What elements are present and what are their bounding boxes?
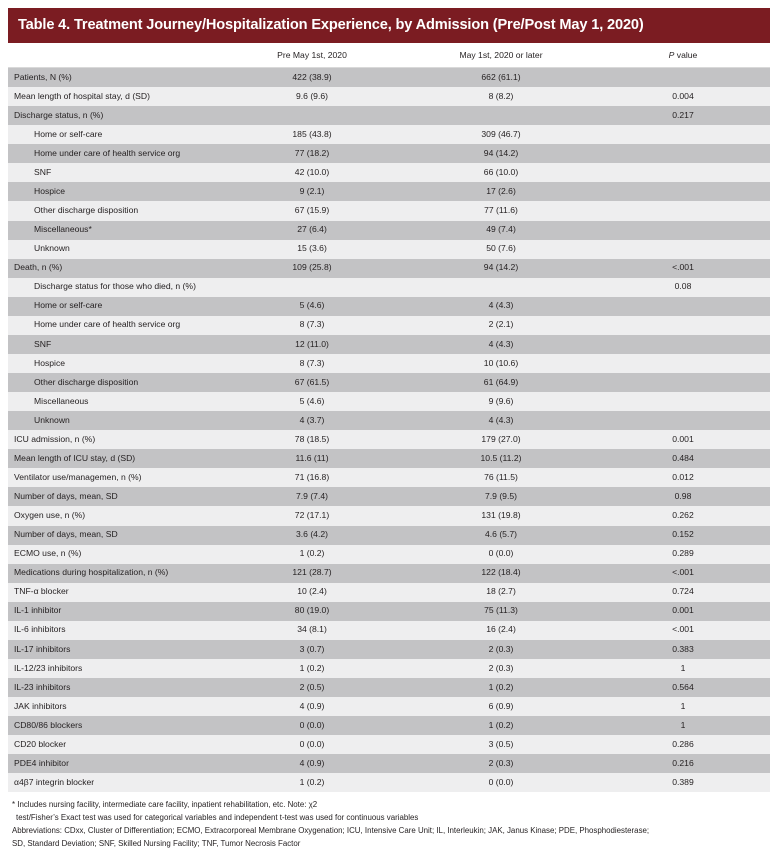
table-header (8, 43, 770, 68)
column-header-post: May 1st, 2020 or later (406, 43, 596, 68)
cell-pre: 185 (43.8) (218, 125, 406, 144)
cell-pre: 3.6 (4.2) (218, 526, 406, 545)
cell-pre: 0 (0.0) (218, 735, 406, 754)
row-label: TNF-α blocker (8, 583, 218, 602)
column-header-pvalue (596, 43, 770, 68)
row-label: JAK inhibitors (8, 697, 218, 716)
cell-pre: 8 (7.3) (218, 316, 406, 335)
cell-pval (596, 144, 770, 163)
cell-pre: 7.9 (7.4) (218, 487, 406, 506)
table-row (8, 144, 770, 163)
cell-post: 2 (0.3) (406, 659, 596, 678)
row-label: IL-23 inhibitors (8, 678, 218, 697)
cell-pval (596, 201, 770, 220)
row-label: Miscellaneous (8, 392, 218, 411)
table-row (8, 659, 770, 678)
table-row (8, 545, 770, 564)
column-header-pre: Pre May 1st, 2020 (218, 43, 406, 68)
cell-post (406, 106, 596, 125)
row-label: Death, n (%) (8, 259, 218, 278)
cell-pval: 0.08 (596, 278, 770, 297)
row-label: Hospice (8, 354, 218, 373)
cell-pval (596, 316, 770, 335)
row-label: ECMO use, n (%) (8, 545, 218, 564)
cell-pre: 42 (10.0) (218, 163, 406, 182)
cell-post: 4 (4.3) (406, 297, 596, 316)
row-label: Other discharge disposition (8, 201, 218, 220)
cell-pre: 67 (61.5) (218, 373, 406, 392)
table-row (8, 468, 770, 487)
row-label: IL-1 inhibitor (8, 602, 218, 621)
table-row (8, 297, 770, 316)
cell-post: 76 (11.5) (406, 468, 596, 487)
cell-post: 10 (10.6) (406, 354, 596, 373)
cell-pval: 0.724 (596, 583, 770, 602)
cell-pval (596, 182, 770, 201)
p-italic: P (668, 50, 675, 61)
row-label: CD80/86 blockers (8, 716, 218, 735)
cell-post: 66 (10.0) (406, 163, 596, 182)
cell-pval: 0.262 (596, 506, 770, 525)
cell-pre: 71 (16.8) (218, 468, 406, 487)
table-row (8, 392, 770, 411)
cell-pre: 11.6 (11) (218, 449, 406, 468)
cell-pval (596, 335, 770, 354)
cell-post: 4 (4.3) (406, 411, 596, 430)
cell-post: 179 (27.0) (406, 430, 596, 449)
row-label: Home or self-care (8, 297, 218, 316)
cell-pval: 1 (596, 697, 770, 716)
table-row (8, 564, 770, 583)
cell-pval: 0.004 (596, 87, 770, 106)
row-label: Number of days, mean, SD (8, 526, 218, 545)
cell-post: 50 (7.6) (406, 240, 596, 259)
cell-post: 6 (0.9) (406, 697, 596, 716)
row-label: ICU admission, n (%) (8, 430, 218, 449)
cell-pval (596, 163, 770, 182)
table-row (8, 411, 770, 430)
table-row (8, 449, 770, 468)
table-row (8, 240, 770, 259)
cell-post: 77 (11.6) (406, 201, 596, 220)
cell-post: 309 (46.7) (406, 125, 596, 144)
row-label: Unknown (8, 240, 218, 259)
row-label: Home or self-care (8, 125, 218, 144)
cell-pre: 1 (0.2) (218, 545, 406, 564)
cell-pval (596, 297, 770, 316)
cell-pval: <.001 (596, 259, 770, 278)
row-label: Patients, N (%) (8, 68, 218, 88)
cell-post: 1 (0.2) (406, 678, 596, 697)
cell-pre: 12 (11.0) (218, 335, 406, 354)
row-label: Medications during hospitalization, n (%) (8, 564, 218, 583)
cell-pre: 10 (2.4) (218, 583, 406, 602)
table-body (8, 68, 770, 793)
cell-pre: 121 (28.7) (218, 564, 406, 583)
cell-post: 0 (0.0) (406, 773, 596, 792)
cell-pval: 1 (596, 716, 770, 735)
cell-post: 17 (2.6) (406, 182, 596, 201)
cell-pval: 0.012 (596, 468, 770, 487)
table-row (8, 201, 770, 220)
table-title: Table 4. Treatment Journey/Hospitalization Experience, by Admission (Pre/Post May 1, 2020) (8, 8, 770, 43)
cell-pre: 72 (17.1) (218, 506, 406, 525)
cell-post (406, 278, 596, 297)
table-row (8, 697, 770, 716)
row-label: Home under care of health service org (8, 144, 218, 163)
table-row (8, 163, 770, 182)
table-row (8, 640, 770, 659)
table-row (8, 125, 770, 144)
table-row (8, 182, 770, 201)
cell-pval: 0.389 (596, 773, 770, 792)
cell-pre: 109 (25.8) (218, 259, 406, 278)
row-label: CD20 blocker (8, 735, 218, 754)
cell-post: 94 (14.2) (406, 144, 596, 163)
row-label: Oxygen use, n (%) (8, 506, 218, 525)
cell-pre (218, 106, 406, 125)
row-label: IL-17 inhibitors (8, 640, 218, 659)
cell-pre: 67 (15.9) (218, 201, 406, 220)
row-label: IL-12/23 inhibitors (8, 659, 218, 678)
cell-post: 4 (4.3) (406, 335, 596, 354)
row-label: Unknown (8, 411, 218, 430)
table-row (8, 354, 770, 373)
cell-pval: 0.152 (596, 526, 770, 545)
cell-pval (596, 373, 770, 392)
table-row (8, 583, 770, 602)
cell-post: 1 (0.2) (406, 716, 596, 735)
row-label: Hospice (8, 182, 218, 201)
table-row (8, 621, 770, 640)
cell-post: 7.9 (9.5) (406, 487, 596, 506)
p-value-word: value (674, 50, 698, 61)
row-label: PDE4 inhibitor (8, 754, 218, 773)
cell-pre: 1 (0.2) (218, 773, 406, 792)
cell-post: 3 (0.5) (406, 735, 596, 754)
table-row (8, 506, 770, 525)
cell-pre: 4 (0.9) (218, 697, 406, 716)
row-label: Other discharge disposition (8, 373, 218, 392)
cell-post: 94 (14.2) (406, 259, 596, 278)
footnote-line: SD, Standard Deviation; SNF, Skilled Nursing Facility; TNF, Tumor Necrosis Factor (12, 838, 301, 848)
footnote-line: Abbreviations: CDxx, Cluster of Differentiation; ECMO, Extracorporeal Membrane Oxygenation; ICU, Intensive Care Unit; IL, Interleukin; JAK, Janus Kinase; PDE, Phosphodiesterase; (12, 826, 650, 836)
table-row (8, 735, 770, 754)
table-row (8, 716, 770, 735)
cell-pre: 8 (7.3) (218, 354, 406, 373)
cell-post: 2 (2.1) (406, 316, 596, 335)
row-label: Ventilator use/managemen, n (%) (8, 468, 218, 487)
cell-pval (596, 125, 770, 144)
cell-post: 18 (2.7) (406, 583, 596, 602)
cell-post: 61 (64.9) (406, 373, 596, 392)
table-row (8, 259, 770, 278)
table-row (8, 430, 770, 449)
column-header-label (8, 43, 218, 68)
cell-post: 2 (0.3) (406, 754, 596, 773)
cell-pre: 5 (4.6) (218, 392, 406, 411)
cell-pre: 2 (0.5) (218, 678, 406, 697)
cell-post: 75 (11.3) (406, 602, 596, 621)
row-label: Mean length of hospital stay, d (SD) (8, 87, 218, 106)
table-row (8, 773, 770, 792)
cell-pre: 0 (0.0) (218, 716, 406, 735)
row-label: SNF (8, 163, 218, 182)
cell-pval: 1 (596, 659, 770, 678)
table-row (8, 487, 770, 506)
cell-pre: 34 (8.1) (218, 621, 406, 640)
row-label: IL-6 inhibitors (8, 621, 218, 640)
cell-pval: 0.217 (596, 106, 770, 125)
cell-pval: 0.001 (596, 602, 770, 621)
table-row (8, 335, 770, 354)
cell-pre: 80 (19.0) (218, 602, 406, 621)
cell-pre: 9.6 (9.6) (218, 87, 406, 106)
cell-pval (596, 392, 770, 411)
cell-pval (596, 68, 770, 88)
cell-post: 49 (7.4) (406, 221, 596, 240)
cell-pre: 9 (2.1) (218, 182, 406, 201)
row-label: Home under care of health service org (8, 316, 218, 335)
row-label: SNF (8, 335, 218, 354)
cell-post: 4.6 (5.7) (406, 526, 596, 545)
footnote-line: * Includes nursing facility, intermediate care facility, inpatient rehabilitation, etc. Note: χ2 (12, 800, 318, 810)
cell-pval (596, 411, 770, 430)
row-label: Miscellaneous* (8, 221, 218, 240)
cell-pval (596, 354, 770, 373)
table-row (8, 526, 770, 545)
cell-pval (596, 240, 770, 259)
cell-pval: 0.98 (596, 487, 770, 506)
table-row (8, 68, 770, 88)
table-row (8, 678, 770, 697)
treatment-journey-table (8, 43, 770, 792)
cell-post: 122 (18.4) (406, 564, 596, 583)
cell-pre: 422 (38.9) (218, 68, 406, 88)
cell-post: 0 (0.0) (406, 545, 596, 564)
cell-pre: 78 (18.5) (218, 430, 406, 449)
cell-pval: 0.289 (596, 545, 770, 564)
cell-pre: 5 (4.6) (218, 297, 406, 316)
table-footnotes (8, 792, 770, 850)
cell-pval: 0.216 (596, 754, 770, 773)
cell-pre: 27 (6.4) (218, 221, 406, 240)
cell-post: 9 (9.6) (406, 392, 596, 411)
cell-pre (218, 278, 406, 297)
cell-pre: 15 (3.6) (218, 240, 406, 259)
row-label: Number of days, mean, SD (8, 487, 218, 506)
cell-pval: <.001 (596, 564, 770, 583)
header-row (8, 43, 770, 68)
cell-pre: 4 (0.9) (218, 754, 406, 773)
table-row (8, 754, 770, 773)
table-row (8, 602, 770, 621)
row-label: Mean length of ICU stay, d (SD) (8, 449, 218, 468)
cell-post: 8 (8.2) (406, 87, 596, 106)
cell-pre: 77 (18.2) (218, 144, 406, 163)
cell-post: 16 (2.4) (406, 621, 596, 640)
cell-pre: 4 (3.7) (218, 411, 406, 430)
cell-pre: 3 (0.7) (218, 640, 406, 659)
cell-pval: 0.001 (596, 430, 770, 449)
table-row (8, 316, 770, 335)
footnote-line: test/Fisher’s Exact test was used for categorical variables and independent t-test was used for continuous variables (16, 813, 419, 823)
cell-pval: 0.383 (596, 640, 770, 659)
cell-post: 2 (0.3) (406, 640, 596, 659)
table-row (8, 373, 770, 392)
cell-pval: <.001 (596, 621, 770, 640)
cell-post: 10.5 (11.2) (406, 449, 596, 468)
cell-pval: 0.484 (596, 449, 770, 468)
cell-pre: 1 (0.2) (218, 659, 406, 678)
table-row (8, 87, 770, 106)
cell-pval: 0.564 (596, 678, 770, 697)
table-row (8, 106, 770, 125)
cell-pval: 0.286 (596, 735, 770, 754)
row-label: α4β7 integrin blocker (8, 773, 218, 792)
table-row (8, 221, 770, 240)
cell-pval (596, 221, 770, 240)
cell-post: 131 (19.8) (406, 506, 596, 525)
cell-post: 662 (61.1) (406, 68, 596, 88)
row-label: Discharge status, n (%) (8, 106, 218, 125)
row-label: Discharge status for those who died, n (%) (8, 278, 218, 297)
table-row (8, 278, 770, 297)
